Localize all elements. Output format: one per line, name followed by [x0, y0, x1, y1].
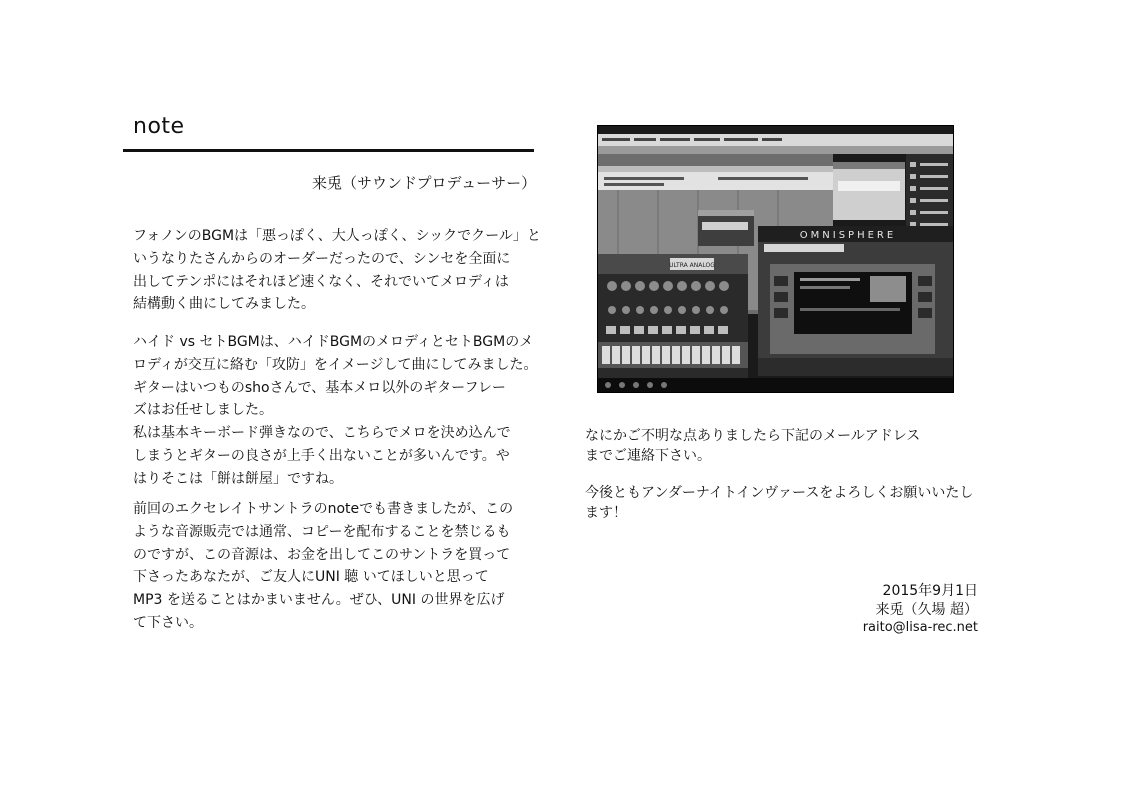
omnisphere-logo: OMNISPHERE	[799, 230, 897, 241]
text-line: ロディが交互に絡む「攻防」をイメージして曲にしてみました。	[133, 356, 538, 373]
text-line: いうなりたさんからのオーダーだったので、シンセを全面に	[133, 250, 511, 267]
text-line: 下さったあなたが、ご友人にUNI 聴 いてほしいと思って	[133, 569, 489, 586]
text-line: しまうとギターの良さが上手く出ないことが多いんです。や	[133, 447, 510, 464]
author-byline: 来兎（サウンドプロデューサー）	[312, 174, 537, 192]
text-line: ズはお任せしました。	[133, 402, 273, 419]
paragraph-hyde-vs-seth	[133, 331, 538, 491]
paragraph-copy-policy	[133, 498, 538, 635]
signature-name: 来兎（久場 超）	[875, 602, 978, 618]
text-line: までご連絡下さい。	[585, 448, 711, 464]
paragraph-bgm	[133, 225, 541, 316]
text-line: ハイド vs セトBGMは、ハイドBGMのメロディとセトBGMのメ	[133, 334, 534, 350]
page-title: note	[133, 114, 185, 139]
text-line: フォノンのBGMは「悪っぽく、大人っぽく、シックでクール」と	[133, 228, 541, 244]
text-line: 今後ともアンダーナイトインヴァースをよろしくお願いいたし	[585, 485, 974, 501]
text-line: て下さい。	[133, 614, 203, 631]
text-line: ギターはいつものshoさんで、基本メロ以外のギターフレー	[133, 379, 506, 396]
signature-date: 2015年9月1日	[882, 583, 978, 599]
text-line: 結構動く曲にしてみました。	[133, 296, 315, 313]
signature-email: raito@lisa-rec.net	[862, 620, 978, 635]
text-line: のですが、この音源は、お金を出してこのサントラを買って	[133, 546, 511, 563]
text-line: 前回のエクセレイトサントラのnoteでも書きましたが、この	[133, 501, 514, 517]
text-line: なにかご不明な点ありましたら下記のメールアドレス	[585, 428, 921, 444]
daw-screenshot-image	[597, 125, 954, 393]
text-line: 私は基本キーボード弾きなので、こちらでメロを決め込んで	[133, 425, 511, 442]
text-line: ます！	[585, 505, 627, 521]
text-line: ような音源販売では通常、コピーを配布することを禁じるも	[133, 523, 511, 540]
title-divider	[123, 149, 534, 152]
text-line: はりそこは「餅は餅屋」ですね。	[133, 470, 343, 487]
text-line: 出してテンポにはそれほど速くなく、それでいてメロディは	[133, 273, 509, 290]
text-line: MP3 を送ることはかまいません。ぜひ、UNI の世界を広げ	[133, 592, 505, 609]
ultra-analog-logo: ULTRA ANALOG	[669, 262, 715, 269]
contact-paragraph	[585, 426, 985, 466]
closing-paragraph	[585, 483, 985, 523]
